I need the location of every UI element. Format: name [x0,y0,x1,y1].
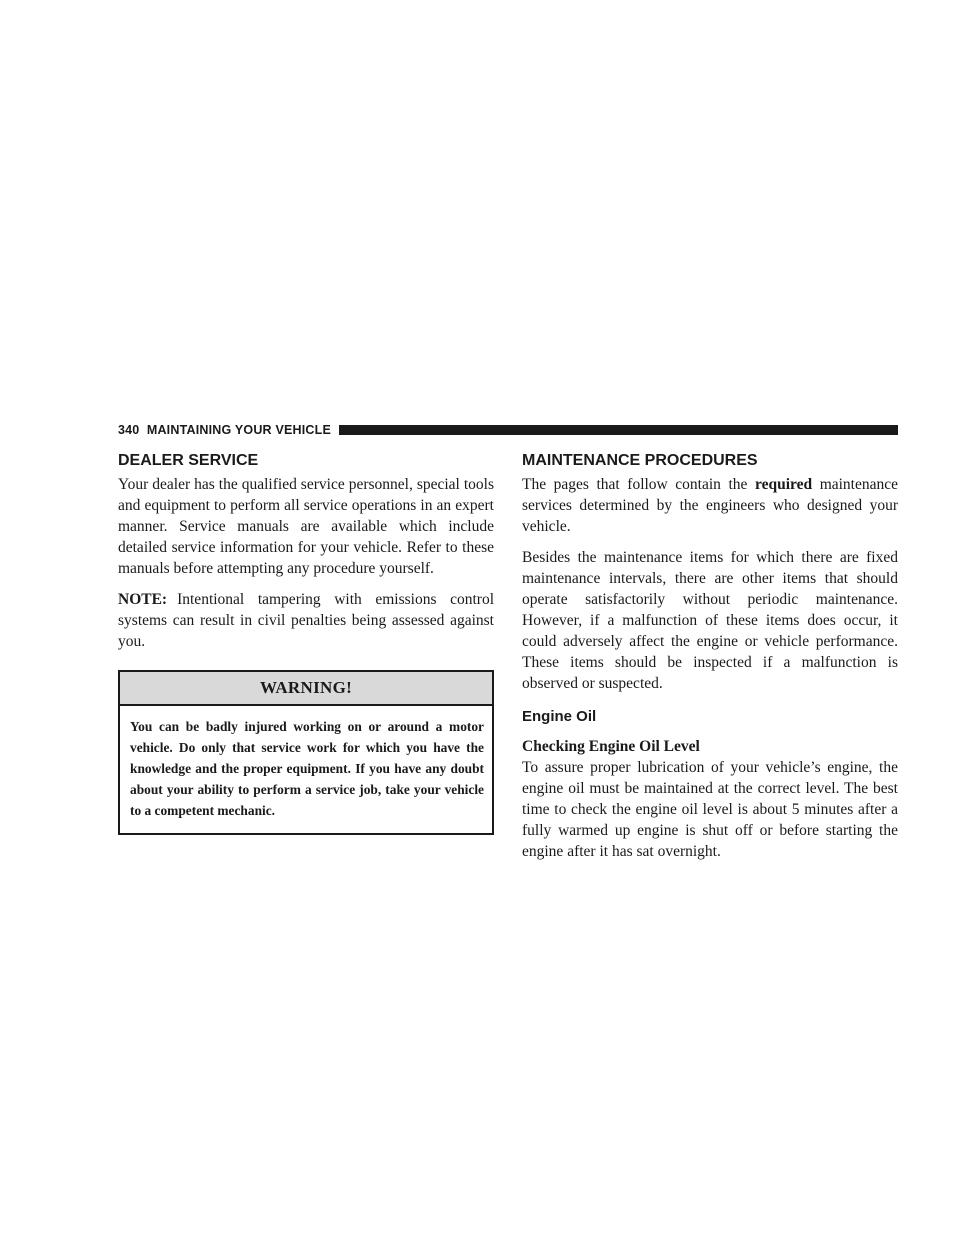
header-rule [339,425,898,435]
note-label: NOTE: [118,591,168,608]
left-column [118,451,494,835]
p1-before: The pages that follow contain the [522,476,748,493]
checking-oil-level-subheading: Checking Engine Oil Level [522,738,700,755]
page-number: 340 [118,423,140,437]
dealer-service-heading: DEALER SERVICE [118,452,259,469]
maintenance-procedures-heading: MAINTENANCE PROCEDURES [522,452,758,469]
warning-box [118,670,494,835]
p1-bold: required [754,476,813,493]
dealer-service-paragraph: Your dealer has the qualified service personnel, special tools and equipment to perform all service operations in an expert manner. Service manuals are available which include detailed service information for your vehicle. Refer to these manuals before attempting any procedure yourself. [118,476,494,577]
section-title: MAINTAINING YOUR VEHICLE [146,423,332,437]
warning-text: You can be badly injured working on or around a motor vehicle. Do only that service work for which you have the knowledge and the proper equipment. If you have any doubt about your ability to perform a service job, take your vehicle to a competent mechanic. [130,719,484,818]
note-paragraph [118,589,494,652]
p1-after: maintenance services determined by the engineers who designed your vehicle. [522,476,899,535]
warning-title: WARNING! [120,672,492,706]
engine-oil-paragraph: To assure proper lubrication of your vehicle’s engine, the engine oil must be maintained at the correct level. The best time to check the engine oil level is about 5 minutes after a fully warmed up engine is shut off or before starting the engine after it has sat overnight. [522,759,898,860]
right-column [522,451,898,872]
page-header [118,422,898,438]
header-label [118,423,331,437]
engine-oil-heading: Engine Oil [522,708,597,725]
maintenance-paragraph-2: Besides the maintenance items for which there are fixed maintenance intervals, there are other items that should operate satisfactorily without periodic maintenance. However, if a malfunction of these items does occur, it could adversely affect the engine or vehicle performance. These items should be inspected if a malfunction is observed or suspected. [522,549,898,692]
note-text: Intentional tampering with emissions control systems can result in civil penalties being assessed against you. [118,591,494,650]
maintenance-paragraph-1 [522,474,898,537]
